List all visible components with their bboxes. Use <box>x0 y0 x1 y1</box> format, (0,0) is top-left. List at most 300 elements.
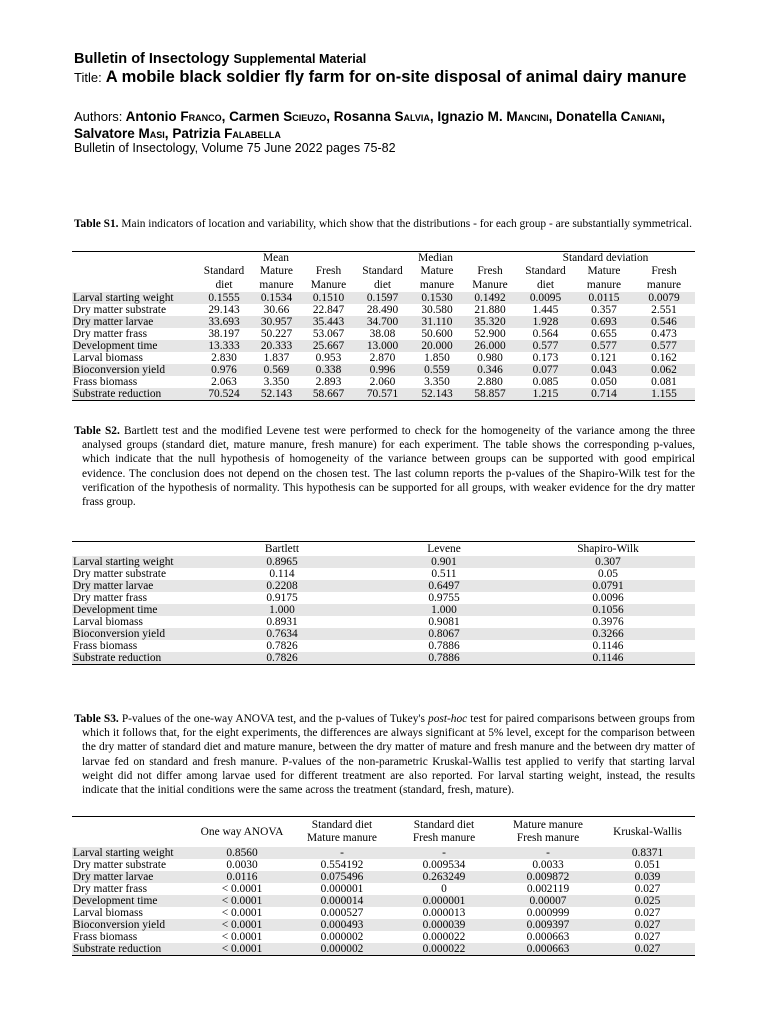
author-name <box>126 109 222 124</box>
journal-name: Bulletin of Insectology <box>74 51 230 67</box>
table-cell: 0.000022 <box>422 931 466 943</box>
table-cell: 0.0030 <box>226 859 258 871</box>
table-row <box>72 604 695 616</box>
row-label: Larval biomass <box>73 616 143 628</box>
row-label: Substrate reduction <box>72 652 197 665</box>
table-cell: 0.000002 <box>320 931 364 943</box>
column-header-line: Kruskal-Wallis <box>613 825 682 838</box>
table-cell: 2.880 <box>477 376 503 388</box>
table-row <box>72 628 695 640</box>
row-label: Dry matter substrate <box>73 304 166 316</box>
table-cell: 0.996 <box>355 364 410 376</box>
author-name <box>437 109 548 124</box>
table-cell: 1.000 <box>197 604 367 616</box>
table-cell: 1.000 <box>367 604 521 616</box>
table-cell: 0.000039 <box>392 919 496 931</box>
column-header <box>355 264 410 292</box>
table-cell: 0 <box>441 883 447 895</box>
table-cell: 0.577 <box>633 340 695 352</box>
author-first-name: Carmen <box>229 109 284 124</box>
header-row <box>72 252 695 265</box>
table-cell: 0.9755 <box>428 592 460 604</box>
author-last-name: Franco <box>180 109 222 124</box>
row-label: Development time <box>72 340 197 352</box>
table-cell: 0.000663 <box>496 943 600 956</box>
table-cell: 0.002119 <box>526 883 570 895</box>
table-cell: 0.263249 <box>392 871 496 883</box>
table-cell: - <box>496 847 600 859</box>
table-cell: 0.081 <box>651 376 677 388</box>
header-spacer <box>72 252 197 265</box>
table-row <box>72 907 695 919</box>
table-cell: < 0.0001 <box>192 919 292 931</box>
table-cell: 0.8067 <box>367 628 521 640</box>
table-cell: 2.060 <box>369 376 396 388</box>
table-row <box>72 640 695 652</box>
table-cell: 0.357 <box>591 304 617 316</box>
column-header-line: Standard <box>203 265 245 277</box>
group-header <box>355 252 516 265</box>
table-cell: 0.0095 <box>516 292 575 304</box>
row-label: Dry matter substrate <box>73 859 166 871</box>
table-cell: 0.05 <box>598 568 618 580</box>
column-header <box>197 264 251 292</box>
column-header-line: Standard diet <box>413 819 475 831</box>
table-cell: 35.320 <box>464 316 516 328</box>
table-s3-label: Table S3. <box>74 713 119 725</box>
table-cell: 0.121 <box>591 352 617 364</box>
table-cell: 38.197 <box>208 328 240 340</box>
table-s2 <box>72 541 695 665</box>
table-cell: 2.063 <box>211 376 237 388</box>
table-cell: 0.077 <box>516 364 575 376</box>
header-spacer <box>72 817 192 848</box>
column-header <box>633 264 695 292</box>
column-header <box>302 264 355 292</box>
table-s3-caption-post: test for paired comparisons between groups from which it follows that, for the eight experiments, the differences are always significant at 5% level, except for the comparison between the dry matter of standard diet and mature manure, between the dry matter of mature and fresh manure and the between dry matter of larvae fed on standard and fresh manure. P-values of the non-parametric Kruskal-Wallis test applied to verify that starting larval weight did not differ among larvae used for different treatment are also reported. For larval starting weight, instead, the results indicate that the initial conditions were the same across the treatment (standard, fresh, mature). <box>82 713 695 797</box>
column-header-line: Mature manure <box>513 819 583 831</box>
table-cell: 0.0033 <box>532 859 564 871</box>
row-label: Bioconversion yield <box>72 919 192 931</box>
table-cell: 58.857 <box>464 388 516 401</box>
subheader-row <box>72 264 695 292</box>
authors-label: Authors: <box>74 109 123 124</box>
table-cell: 2.551 <box>651 304 677 316</box>
table-cell: 21.880 <box>474 304 506 316</box>
column-header-line: Mature manure <box>307 832 377 844</box>
author-first-name: Ignazio M. <box>437 109 507 124</box>
group-header-label: Standard deviation <box>562 252 649 264</box>
table-cell: < 0.0001 <box>221 907 263 919</box>
table-cell: 0.1530 <box>410 292 464 304</box>
table-row <box>72 556 695 568</box>
table-cell: 0.9175 <box>266 592 298 604</box>
row-label: Dry matter larvae <box>72 316 197 328</box>
column-header-line: diet <box>373 279 392 291</box>
table-cell: 0.7886 <box>367 652 521 665</box>
column-header <box>192 817 292 848</box>
author-last-name: Scieuzo <box>283 109 327 124</box>
title-label: Title: <box>74 70 102 85</box>
table-cell: 0.000663 <box>526 931 570 943</box>
column-header <box>496 817 600 848</box>
table-s3-caption-italic: post-hoc <box>428 713 468 725</box>
table-cell: 0.009397 <box>496 919 600 931</box>
column-header-line: Standard <box>362 265 403 277</box>
table-cell: 0.655 <box>591 328 617 340</box>
table-row <box>72 943 695 956</box>
table-cell: 0.976 <box>197 364 251 376</box>
table-s1-label: Table S1. <box>74 218 119 230</box>
column-header-line: Fresh <box>477 265 503 277</box>
row-label: Development time <box>72 604 197 616</box>
table-cell: 3.350 <box>424 376 450 388</box>
table-cell: 58.667 <box>302 388 355 401</box>
column-header-line: Mature <box>260 265 293 277</box>
table-cell: 0.473 <box>651 328 677 340</box>
table-s3-caption-pre: P-values of the one-way ANOVA test, and the p-values of Tukey's <box>121 713 428 725</box>
table-cell: 0.0115 <box>575 292 633 304</box>
table-cell: 0.0079 <box>633 292 695 304</box>
author-name <box>334 109 430 124</box>
row-label: Frass biomass <box>73 640 138 652</box>
table-cell: 0.000002 <box>292 943 392 956</box>
table-cell: 0.025 <box>600 895 695 907</box>
table-cell: 0.0096 <box>592 592 624 604</box>
author-first-name: Donatella <box>556 109 621 124</box>
table-row <box>72 847 695 859</box>
table-cell: 52.900 <box>474 328 506 340</box>
row-label: Bioconversion yield <box>72 364 197 376</box>
author-last-name: Salvia <box>394 109 430 124</box>
table-cell: 0.7634 <box>197 628 367 640</box>
column-header-line: Fresh <box>315 265 342 277</box>
table-row <box>72 352 695 364</box>
row-label: Dry matter larvae <box>72 871 192 883</box>
table-cell: 20.333 <box>251 340 302 352</box>
table-cell: 0.564 <box>532 328 559 340</box>
table-row <box>72 871 695 883</box>
column-header-line: Standard <box>525 265 566 277</box>
column-header-line: manure <box>586 279 622 291</box>
row-label: Substrate reduction <box>72 943 192 956</box>
table-cell: 70.524 <box>197 388 251 401</box>
table-cell: 50.600 <box>421 328 453 340</box>
table-row <box>72 328 695 340</box>
table-row <box>72 388 695 401</box>
table-cell: 0.000493 <box>292 919 392 931</box>
authors-list: Antonio Franco, Carmen Scieuzo, Rosanna Salvia, Ignazio M. Mancini, Donatella Caniani, Salvatore Masi, Patrizia Falabella <box>74 109 666 141</box>
column-header-line: Manure <box>472 279 508 291</box>
table-cell: 0.338 <box>302 364 355 376</box>
table-cell: 0.039 <box>600 871 695 883</box>
table-cell: 1.215 <box>516 388 575 401</box>
table-cell: 0.1492 <box>464 292 516 304</box>
column-header-line: Fresh manure <box>412 832 476 844</box>
table-cell: 0.027 <box>600 919 695 931</box>
table-cell: < 0.0001 <box>192 943 292 956</box>
table-cell: 70.571 <box>355 388 410 401</box>
table-cell: 0.693 <box>575 316 633 328</box>
table-cell: 31.110 <box>410 316 464 328</box>
table-cell: 0.546 <box>633 316 695 328</box>
table-cell: 0.027 <box>600 943 695 956</box>
header-spacer <box>72 264 197 292</box>
column-header <box>392 817 496 848</box>
row-label: Larval starting weight <box>72 292 197 304</box>
table-cell: 0.000527 <box>320 907 364 919</box>
table-cell: - <box>392 847 496 859</box>
author-last-name: Falabella <box>224 126 281 141</box>
column-header-line: Mature <box>420 265 454 277</box>
table-cell: 0.173 <box>532 352 559 364</box>
table-cell: 0.7826 <box>197 652 367 665</box>
column-header-line: manure <box>419 279 455 291</box>
row-label: Dry matter frass <box>73 328 148 340</box>
table-s2-label: Table S2. <box>74 425 120 437</box>
column-header <box>600 817 695 848</box>
table-cell: 0.8371 <box>600 847 695 859</box>
author-name <box>229 109 326 124</box>
table-row <box>72 931 695 943</box>
table-row <box>72 580 695 592</box>
table-row <box>72 592 695 604</box>
column-header <box>575 264 633 292</box>
table-cell: 2.830 <box>211 352 237 364</box>
table-row <box>72 364 695 376</box>
table-cell: 0.7886 <box>428 640 460 652</box>
table-cell: 0.1597 <box>355 292 410 304</box>
column-header-line: Fresh <box>651 265 677 277</box>
row-label: Larval biomass <box>73 907 143 919</box>
table-cell: 50.227 <box>260 328 293 340</box>
column-header-line: Fresh manure <box>516 832 580 844</box>
column-header <box>410 264 464 292</box>
table-cell: 20.000 <box>410 340 464 352</box>
row-label: Dry matter substrate <box>73 568 166 580</box>
table-cell: 0.027 <box>634 907 661 919</box>
table-cell: 0.0116 <box>192 871 292 883</box>
table-cell: - <box>292 847 392 859</box>
row-label: Frass biomass <box>73 376 138 388</box>
table-cell: 0.1510 <box>302 292 355 304</box>
table-cell: 13.000 <box>355 340 410 352</box>
table-cell: 1.850 <box>424 352 450 364</box>
table-cell: 0.1534 <box>251 292 302 304</box>
table-cell: 0.000013 <box>422 907 466 919</box>
row-label: Development time <box>72 895 192 907</box>
author-last-name: Masi <box>138 126 165 141</box>
row-label: Frass biomass <box>73 931 138 943</box>
table-cell: 0.0791 <box>521 580 695 592</box>
table-cell: 3.350 <box>263 376 290 388</box>
table-cell: 0.8560 <box>192 847 292 859</box>
table-s3-caption <box>74 712 695 797</box>
table-s3 <box>72 816 695 956</box>
table-cell: 0.346 <box>464 364 516 376</box>
column-header: Bartlett <box>197 542 367 557</box>
table-cell: 0.009534 <box>422 859 466 871</box>
citation: Bulletin of Insectology, Volume 75 June 2022 pages 75-82 <box>74 141 396 155</box>
table-s1-caption <box>74 217 695 231</box>
table-row <box>72 616 695 628</box>
table-cell: 0.980 <box>477 352 503 364</box>
row-label: Bioconversion yield <box>72 628 197 640</box>
title-line <box>74 68 714 87</box>
table-cell: 0.075496 <box>292 871 392 883</box>
table-cell: 0.1056 <box>521 604 695 616</box>
group-header-label: Median <box>418 252 453 264</box>
row-label: Substrate reduction <box>72 388 197 401</box>
table-row <box>72 919 695 931</box>
author-first-name: Patrizia <box>172 126 225 141</box>
table-cell: 30.957 <box>251 316 302 328</box>
table-cell: 0.162 <box>651 352 677 364</box>
author-first-name: Rosanna <box>333 109 395 124</box>
table-cell: 0.027 <box>634 883 661 895</box>
group-header-label: Mean <box>263 252 289 264</box>
table-cell: 34.700 <box>355 316 410 328</box>
column-header-line: diet <box>536 279 555 291</box>
table-cell: 0.3266 <box>521 628 695 640</box>
table-cell: 2.870 <box>369 352 396 364</box>
table-cell: 0.577 <box>575 340 633 352</box>
column-header <box>251 264 302 292</box>
paper-title: A mobile black soldier fly farm for on-site disposal of animal dairy manure <box>105 68 687 86</box>
table-row <box>72 292 695 304</box>
header-row <box>72 817 695 848</box>
table-cell: 0.1146 <box>592 640 624 652</box>
table-cell: 0.953 <box>315 352 342 364</box>
table-row <box>72 652 695 665</box>
table-cell: 0.062 <box>633 364 695 376</box>
table-cell: 0.085 <box>532 376 559 388</box>
header-row <box>72 542 695 557</box>
column-header-line: One way ANOVA <box>200 825 284 838</box>
table-cell: 0.9081 <box>428 616 460 628</box>
table-row <box>72 568 695 580</box>
table-cell: < 0.0001 <box>221 883 263 895</box>
column-header: Shapiro-Wilk <box>521 542 695 557</box>
table-row <box>72 859 695 871</box>
table-cell: 0.569 <box>251 364 302 376</box>
table-cell: 38.08 <box>369 328 396 340</box>
table-row <box>72 883 695 895</box>
table-cell: 0.114 <box>269 568 295 580</box>
journal-line <box>74 51 366 67</box>
table-cell: 0.051 <box>634 859 661 871</box>
row-label: Larval biomass <box>73 352 143 364</box>
table-row <box>72 304 695 316</box>
row-label: Dry matter frass <box>73 592 148 604</box>
table-cell: 0.8965 <box>197 556 367 568</box>
table-s2-caption <box>74 424 695 509</box>
table-cell: 25.667 <box>302 340 355 352</box>
group-header <box>197 252 355 265</box>
table-cell: 1.155 <box>633 388 695 401</box>
table-cell: 0.559 <box>410 364 464 376</box>
column-header: Levene <box>367 542 521 557</box>
table-cell: 33.693 <box>197 316 251 328</box>
table-cell: 1.837 <box>263 352 290 364</box>
table-row <box>72 316 695 328</box>
table-cell: 52.143 <box>251 388 302 401</box>
author-name <box>74 126 165 141</box>
row-label: Dry matter frass <box>73 883 148 895</box>
column-header-line: diet <box>215 279 233 291</box>
column-header <box>292 817 392 848</box>
table-cell: 0.577 <box>516 340 575 352</box>
table-cell: 0.1146 <box>521 652 695 665</box>
table-cell: 35.443 <box>302 316 355 328</box>
table-cell: 28.490 <box>366 304 399 316</box>
table-cell: 0.000001 <box>320 883 364 895</box>
table-cell: 13.333 <box>197 340 251 352</box>
table-cell: 0.554192 <box>320 859 364 871</box>
table-cell: 0.027 <box>634 931 661 943</box>
table-cell: 0.000014 <box>292 895 392 907</box>
table-row <box>72 340 695 352</box>
table-cell: 0.714 <box>575 388 633 401</box>
table-cell: 1.445 <box>532 304 559 316</box>
table-cell: 0.000001 <box>392 895 496 907</box>
column-header <box>516 264 575 292</box>
supplemental-label: Supplemental Material <box>233 52 367 66</box>
column-header <box>464 264 516 292</box>
table-cell: 29.143 <box>208 304 240 316</box>
author-last-name: Mancini <box>506 109 549 124</box>
table-cell: 0.00007 <box>496 895 600 907</box>
table-cell: < 0.0001 <box>221 931 263 943</box>
table-cell: 53.067 <box>312 328 345 340</box>
table-s1-caption-text: Main indicators of location and variability, which show that the distributions - for each group - are substantially symmetrical. <box>121 218 692 230</box>
column-header-line: manure <box>646 279 682 291</box>
table-cell: 0.1555 <box>197 292 251 304</box>
table-cell: 0.3976 <box>592 616 624 628</box>
table-cell: 30.66 <box>263 304 290 316</box>
author-name <box>172 126 281 141</box>
authors-line <box>74 108 714 142</box>
table-row <box>72 895 695 907</box>
row-label: Larval starting weight <box>72 556 197 568</box>
table-cell: 0.6497 <box>367 580 521 592</box>
table-cell: 1.928 <box>516 316 575 328</box>
table-cell: 26.000 <box>464 340 516 352</box>
column-header-line: manure <box>259 279 294 291</box>
group-header <box>516 252 695 265</box>
table-cell: 2.893 <box>315 376 342 388</box>
column-header-line: Manure <box>310 279 347 291</box>
author-last-name: Caniani <box>620 109 662 124</box>
table-cell: < 0.0001 <box>192 895 292 907</box>
table-cell: 52.143 <box>410 388 464 401</box>
author-name <box>556 109 661 124</box>
header-spacer <box>72 542 197 557</box>
table-cell: 0.000999 <box>526 907 570 919</box>
author-first-name: Salvatore <box>74 126 139 141</box>
row-label: Larval starting weight <box>72 847 192 859</box>
table-cell: 0.8931 <box>266 616 298 628</box>
table-cell: 0.000022 <box>392 943 496 956</box>
table-cell: 0.7826 <box>266 640 298 652</box>
table-row <box>72 376 695 388</box>
table-cell: 0.901 <box>367 556 521 568</box>
table-cell: 0.050 <box>591 376 617 388</box>
row-label: Dry matter larvae <box>72 580 197 592</box>
table-cell: 0.307 <box>521 556 695 568</box>
table-cell: 0.511 <box>431 568 457 580</box>
table-cell: 0.043 <box>575 364 633 376</box>
